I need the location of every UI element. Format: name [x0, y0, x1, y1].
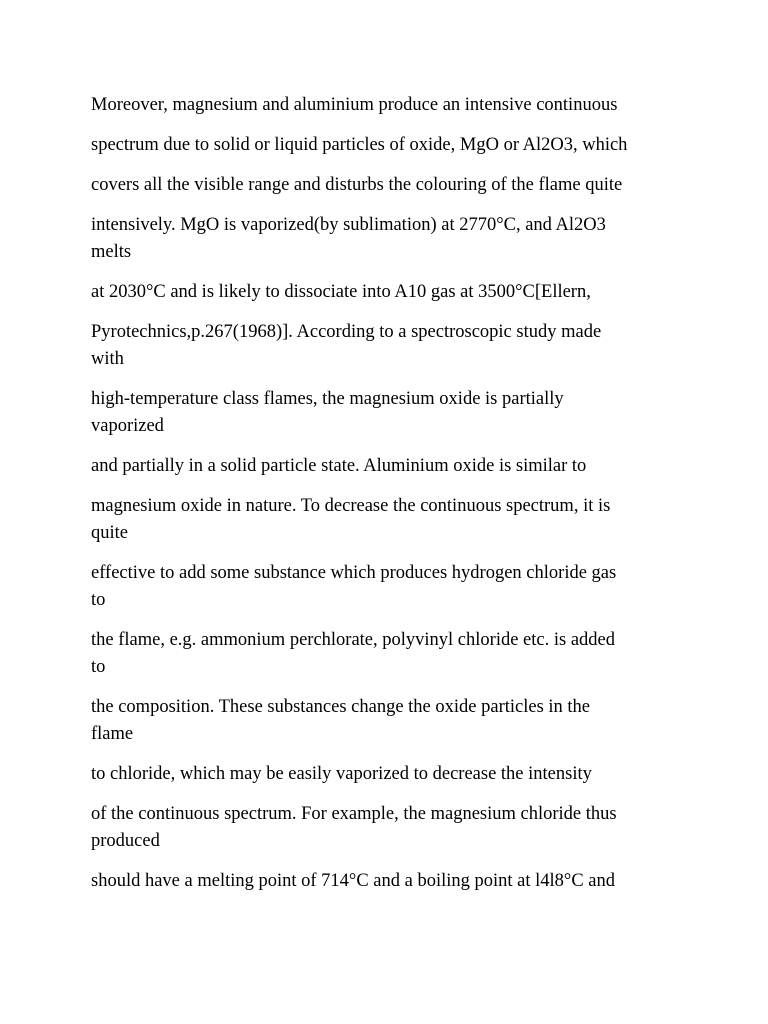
text-line: Moreover, magnesium and aluminium produce an intensive continuous [91, 95, 618, 115]
paragraph [91, 453, 691, 480]
paragraph [91, 212, 691, 266]
text-line: vaporized [91, 416, 164, 436]
text-line: and partially in a solid particle state. Aluminium oxide is similar to [91, 456, 587, 476]
paragraph [91, 868, 691, 895]
document-body [91, 92, 691, 908]
text-line: spectrum due to solid or liquid particles of oxide, MgO or Al2O3, which [91, 135, 628, 155]
text-line: quite [91, 523, 128, 543]
text-line: effective to add some substance which produces hydrogen chloride gas [91, 563, 617, 583]
text-line: magnesium oxide in nature. To decrease the continuous spectrum, it is [91, 496, 611, 516]
paragraph [91, 694, 691, 748]
text-line: melts [91, 242, 132, 262]
text-line: high-temperature class flames, the magnesium oxide is partially [91, 389, 564, 409]
paragraph [91, 493, 691, 547]
text-line: covers all the visible range and disturbs the colouring of the flame quite [91, 175, 623, 195]
text-line: to [91, 590, 106, 610]
text-line: with [91, 349, 124, 369]
paragraph [91, 92, 691, 119]
text-line: produced [91, 831, 160, 851]
paragraph [91, 627, 691, 681]
paragraph [91, 560, 691, 614]
text-line: at 2030°C and is likely to dissociate into A10 gas at 3500°C[Ellern, [91, 282, 591, 302]
paragraph [91, 801, 691, 855]
paragraph [91, 172, 691, 199]
text-line: to [91, 657, 106, 677]
text-line: flame [91, 724, 134, 744]
paragraph [91, 386, 691, 440]
text-line: should have a melting point of 714°C and a boiling point at l4l8°C and [91, 871, 615, 891]
text-line: to chloride, which may be easily vaporized to decrease the intensity [91, 764, 592, 784]
text-line: intensively. MgO is vaporized(by sublimation) at 2770°C, and Al2O3 [91, 215, 606, 235]
text-line: the flame, e.g. ammonium perchlorate, polyvinyl chloride etc. is added [91, 630, 615, 650]
paragraph [91, 279, 691, 306]
text-line: the composition. These substances change the oxide particles in the [91, 697, 591, 717]
paragraph [91, 132, 691, 159]
text-line: of the continuous spectrum. For example, the magnesium chloride thus [91, 804, 617, 824]
paragraph [91, 761, 691, 788]
paragraph [91, 319, 691, 373]
text-line: Pyrotechnics,p.267(1968)]. According to a spectroscopic study made [91, 322, 602, 342]
